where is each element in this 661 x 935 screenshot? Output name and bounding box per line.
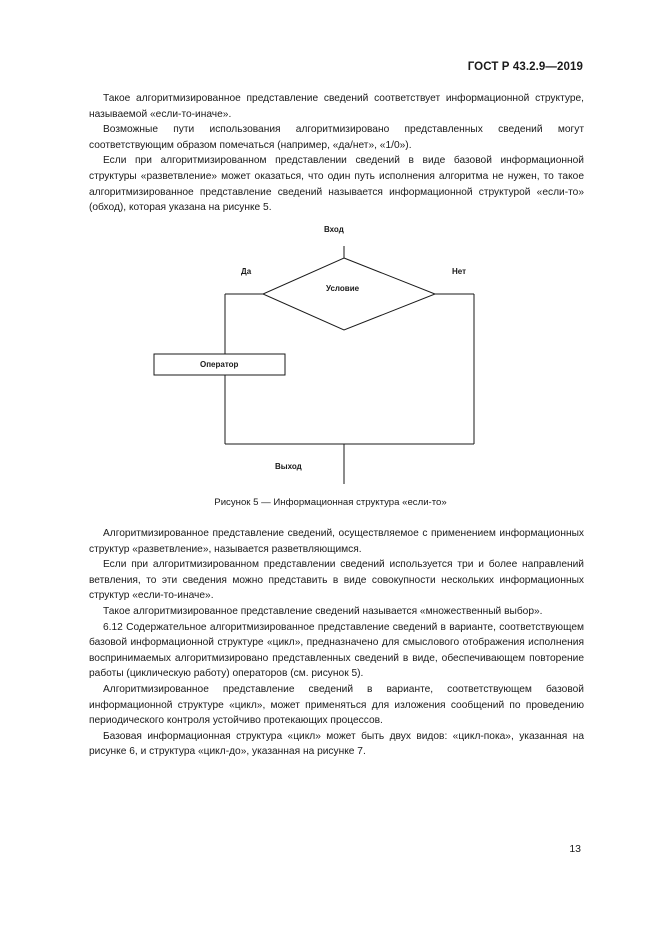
paragraph: 6.12 Содержательное алгоритмизированное представление сведений в варианте, соответствующем базовой информационной структуре «цикл», предназначено для смыслового отображения исполнения воспринимаемых алгоритмизировано представленных сведений в виде, обеспечивающем повторение работы (циклическую работу) операторов (см. рисунок 5). (89, 621, 584, 680)
paragraph: Такое алгоритмизированное представление сведений соответствует информационной структуре, называемой «если-то-иначе». (89, 93, 584, 120)
text-block-body (89, 526, 584, 760)
operator-label: Оператор (200, 360, 239, 369)
paragraph: Если при алгоритмизированном представлении сведений в виде базовой информационной структуры «разветвление» может оказаться, что один путь исполнения алгоритма не нужен, то такое алгоритмизированное представление сведений называется информационной структурой «если-то» (обход), которая указана на рисунке 5. (89, 155, 584, 214)
no-label: Нет (452, 267, 467, 276)
yes-label: Да (241, 267, 252, 276)
paragraph: Возможные пути использования алгоритмизировано представленных сведений могут соответствующим образом помечаться (например, «да/нет», «1/0»). (89, 124, 584, 151)
paragraph: Алгоритмизированное представление сведений в варианте, соответствующем базовой информационной структуре «цикл», может применяться для изложения сообщений по проведению периодического контроля устойчиво протекающих процессов. (89, 683, 584, 727)
condition-diamond (263, 258, 435, 330)
exit-label: Выход (275, 462, 302, 471)
page-number: 13 (569, 843, 581, 855)
paragraph: Если при алгоритмизированном представлении сведений используется три и более направлений ветвления, то эти сведения можно представить в виде совокупности нескольких информационных структур «если-то-иначе». (89, 559, 584, 602)
condition-label: Условие (326, 284, 360, 293)
paragraph: Базовая информационная структура «цикл» может быть двух видов: «цикл-пока», указанная на рисунке 6, и структура «цикл-до», указанная на рисунке 7. (89, 730, 584, 758)
figure-caption: Рисунок 5 — Информационная структура «если-то» (214, 497, 447, 508)
standard-header: ГОСТ Р 43.2.9—2019 (467, 61, 583, 73)
paragraph: Алгоритмизированное представление сведений, осуществляемое с применением информационных структур «разветвление», называется разветвляющимся. (89, 528, 584, 555)
paragraph: Такое алгоритмизированное представление сведений называется «множественный выбор». (103, 605, 543, 617)
entry-label: Вход (324, 225, 344, 234)
